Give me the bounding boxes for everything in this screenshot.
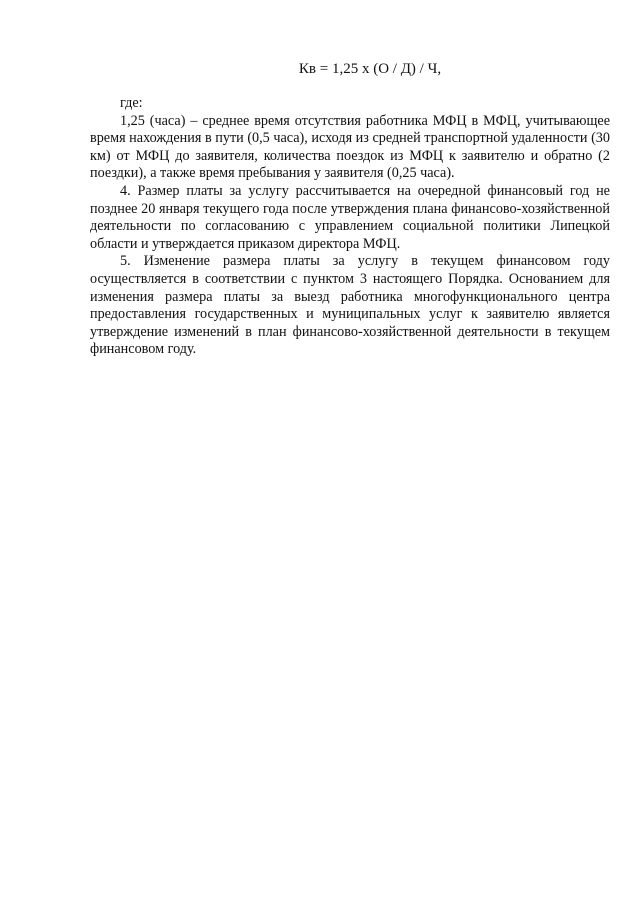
formula: Кв = 1,25 x (О / Д) / Ч,	[298, 61, 442, 77]
paragraph-definition: 1,25 (часа) – среднее время отсутствия работника МФЦ в МФЦ, учитывающее время нахождения в пути (0,5 часа), исходя из средней транспортной удаленности (30 км) от МФЦ до заявителя, количества поездок из МФЦ к заявителю и обратно (2 поездки), а также время пребывания у заявителя (0,25 часа).	[90, 112, 610, 182]
paragraph-item-5: 5. Изменение размера платы за услугу в текущем финансовом году осуществляется в соответствии с пунктом 3 настоящего Порядка. Основанием для изменения размера платы за выезд работника многофункционального центра предоставления государственных и муниципальных услуг к заявителю является утверждение изменений в план финансово-хозяйственной деятельности в текущем финансовом году.	[90, 253, 610, 358]
where-label: где:	[120, 95, 143, 111]
paragraph-item-4: 4. Размер платы за услугу рассчитывается на очередной финансовый год не позднее 20 января текущего года после утверждения плана финансово-хозяйственной деятельности по согласованию с управлением социальной политики Липецкой области и утверждается приказом директора МФЦ.	[90, 182, 610, 252]
document-body	[90, 95, 610, 359]
